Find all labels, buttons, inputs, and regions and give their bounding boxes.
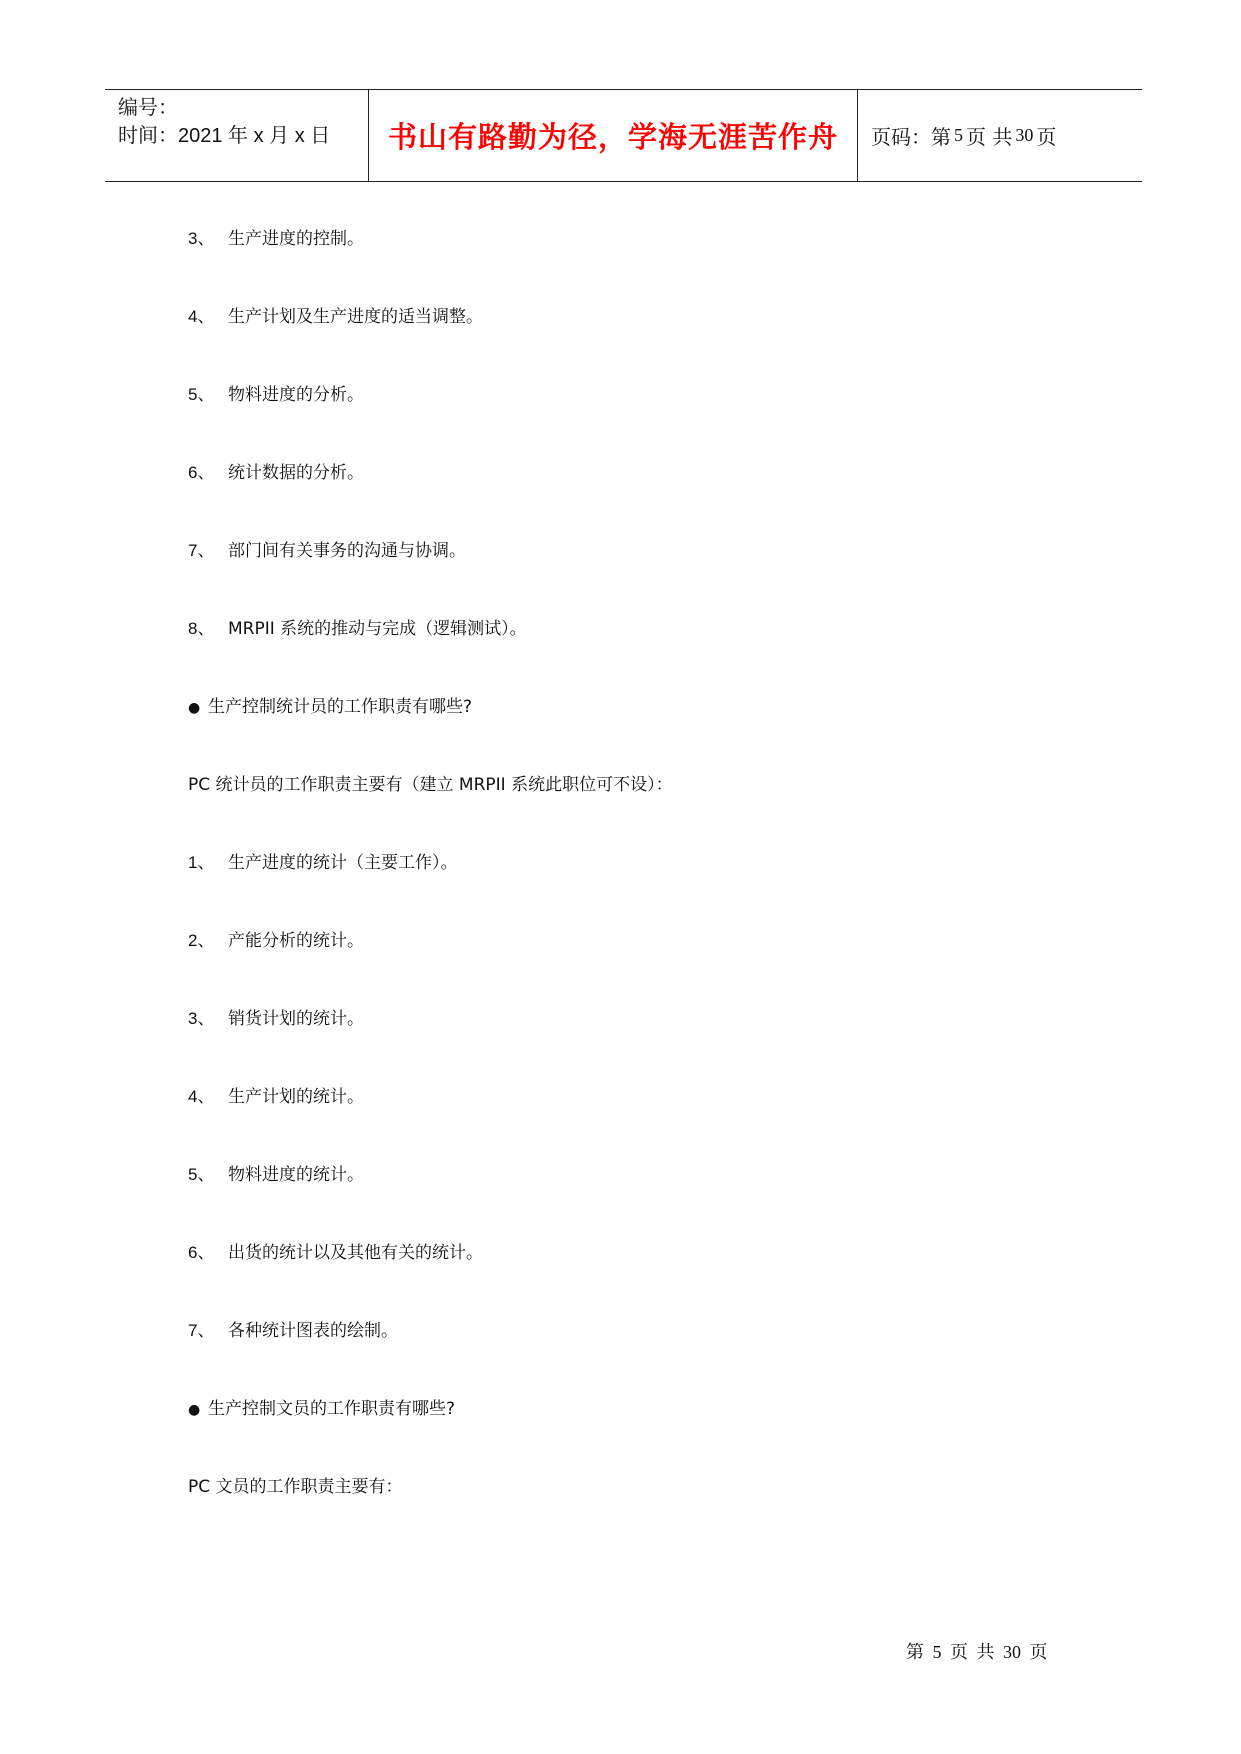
list-item: 3、 销货计划的统计。 bbox=[188, 1009, 364, 1029]
list-item: 6、 统计数据的分析。 bbox=[188, 463, 364, 483]
page-header bbox=[105, 89, 1142, 182]
list-item: 2、 产能分析的统计。 bbox=[188, 931, 364, 951]
list-item: 5、 物料进度的统计。 bbox=[188, 1165, 364, 1185]
list-item: 7、 各种统计图表的绘制。 bbox=[188, 1321, 398, 1341]
page-current: 5 bbox=[954, 125, 963, 145]
bullet-icon: ● bbox=[188, 1402, 201, 1418]
paragraph: PC 文员的工作职责主要有： bbox=[188, 1477, 403, 1497]
paragraph: PC 统计员的工作职责主要有（建立 MRPII 系统此职位可不设）： bbox=[188, 775, 673, 795]
time-label: 时间：2021 年 x 月 x 日 bbox=[118, 125, 331, 147]
page-suffix: 页 bbox=[1036, 125, 1057, 149]
list-item: 1、 生产进度的统计（主要工作）。 bbox=[188, 853, 458, 873]
section-question: ● 生产控制文员的工作职责有哪些? bbox=[188, 1399, 456, 1419]
bullet-icon: ● bbox=[188, 700, 201, 716]
serial-number-label: 编号： bbox=[118, 97, 178, 119]
page-prefix: 页码：第 bbox=[871, 125, 951, 149]
section-question: ● 生产控制统计员的工作职责有哪些? bbox=[188, 697, 473, 717]
list-item: 4、 生产计划及生产进度的适当调整。 bbox=[188, 307, 483, 327]
page-footer: 第 5 页 共 30 页 bbox=[906, 1642, 1048, 1662]
list-item: 8、 MRPII 系统的推动与完成（逻辑测试）。 bbox=[188, 619, 527, 639]
header-motto: 书山有路勤为径，学海无涯苦作舟 bbox=[369, 90, 858, 181]
list-item: 5、 物料进度的分析。 bbox=[188, 385, 364, 405]
list-item: 6、 出货的统计以及其他有关的统计。 bbox=[188, 1243, 483, 1263]
list-item: 3、 生产进度的控制。 bbox=[188, 229, 364, 249]
header-page-info bbox=[858, 90, 1142, 181]
page-mid: 页 共 bbox=[966, 125, 1013, 149]
list-item: 7、 部门间有关事务的沟通与协调。 bbox=[188, 541, 466, 561]
page-total: 30 bbox=[1015, 125, 1034, 145]
header-meta bbox=[105, 90, 369, 181]
list-item: 4、 生产计划的统计。 bbox=[188, 1087, 364, 1107]
